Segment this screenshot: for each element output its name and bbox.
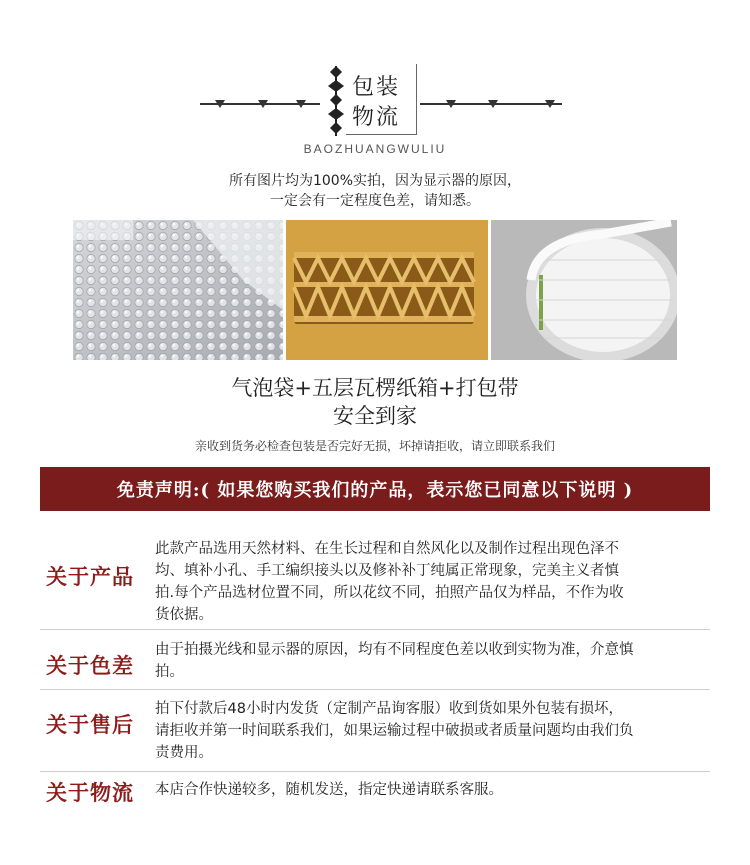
section-divider	[40, 629, 710, 630]
ornament-triangle	[215, 100, 225, 108]
notice-line-1: 所有图片均为100%实拍，因为显示器的原因，	[228, 173, 522, 189]
ornament-triangle	[446, 100, 456, 108]
ornament-triangle	[545, 100, 555, 108]
text-line: 本店合作快递较多，随机发送，指定快递请联系客服。	[155, 782, 503, 798]
corrugated-box-photo	[286, 220, 488, 360]
section-title-color: 关于色差	[46, 654, 134, 678]
ornament-triangle	[488, 100, 498, 108]
ornament-triangle	[258, 100, 268, 108]
notice-line-2: 一定会有一定程度色差，请知悉。	[270, 193, 480, 209]
text-line: 此款产品选用天然材料、在生长过程和自然风化以及制作过程出现色泽不	[155, 541, 619, 557]
section-body-color	[155, 639, 715, 683]
flower-ornament-icon	[324, 64, 348, 138]
bubble-bag-photo	[73, 220, 283, 360]
section-body-logistics	[155, 779, 715, 801]
section-title-product: 关于产品	[46, 565, 134, 589]
packing-strap-photo	[491, 220, 677, 360]
text-line: 货依据。	[155, 607, 213, 623]
disclaimer-banner	[40, 467, 710, 511]
section-title-logistics: 关于物流	[46, 781, 134, 805]
text-line: 责费用。	[155, 745, 213, 761]
packaging-note: 亲收到货务必检查包装是否完好无损，坏掉请拒收，请立即联系我们	[194, 439, 555, 453]
packaging-caption-line1: 气泡袋+五层瓦楞纸箱+打包带	[231, 376, 519, 400]
pinyin-subtitle: BAOZHUANGWULIU	[303, 142, 447, 156]
text-line: 拍。	[155, 664, 184, 680]
packaging-caption-line2: 安全到家	[333, 404, 417, 428]
text-line: 拍下付款后48小时内发货（定制产品询客服）收到货如果外包装有损坏，	[155, 701, 623, 717]
section-body-aftersales	[155, 698, 715, 764]
logo-text-line2: 物流	[352, 105, 401, 130]
ornament-triangle	[296, 100, 306, 108]
section-divider	[40, 771, 710, 772]
logo-text-line1: 包装	[352, 75, 401, 100]
text-line: 由于拍摄光线和显示器的原因，均有不同程度色差以收到实物为准，介意慎	[155, 642, 634, 658]
text-line: 均、填补小孔、手工编织接头以及修补补丁纯属正常现象，完美主义者慎	[155, 563, 619, 579]
section-title-aftersales: 关于售后	[46, 713, 134, 737]
text-line: 请拒收并第一时间联系我们，如果运输过程中破损或者质量问题均由我们负	[155, 723, 634, 739]
section-divider	[40, 689, 710, 690]
disclaimer-banner-text: 免责声明:( 如果您购买我们的产品，表示您已同意以下说明 )	[116, 480, 634, 501]
section-body-product	[155, 538, 715, 626]
text-line: 拍.每个产品选材位置不同，所以花纹不同，拍照产品仅为样品，不作为收	[155, 585, 624, 601]
